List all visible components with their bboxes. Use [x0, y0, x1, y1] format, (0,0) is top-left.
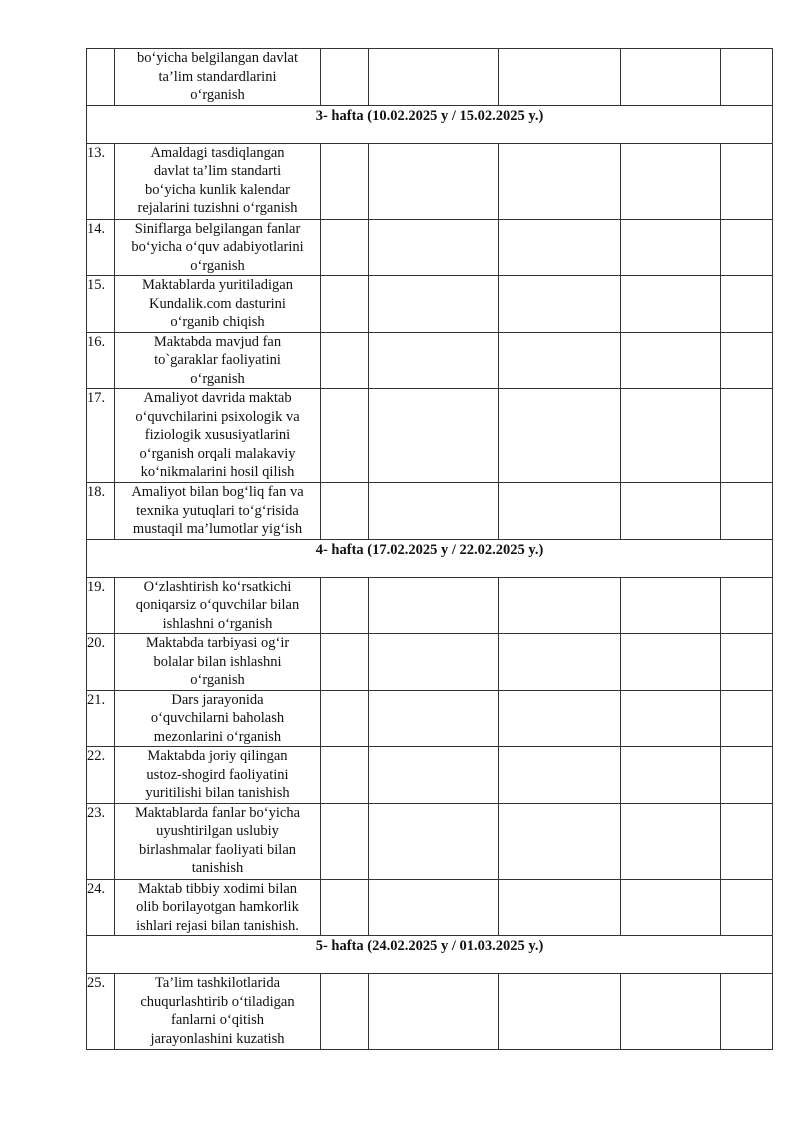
task-line: o‘rganish orqali malakaviy	[139, 445, 296, 462]
blank-cell	[321, 219, 369, 276]
blank-cell	[499, 690, 621, 747]
task-row	[87, 803, 773, 879]
blank-cell	[369, 690, 499, 747]
task-cell	[115, 879, 321, 936]
table-body	[87, 49, 773, 1050]
blank-cell	[321, 747, 369, 804]
blank-cell	[321, 690, 369, 747]
blank-cell	[369, 483, 499, 540]
row-number: 23.	[87, 803, 115, 879]
blank-cell	[499, 332, 621, 389]
task-line: Maktabda mavjud fan	[153, 333, 282, 350]
row-number: 14.	[87, 219, 115, 276]
task-line: Maktabda tarbiyasi og‘ir	[145, 635, 290, 651]
task-line: bo‘yicha kunlik kalendar	[145, 181, 290, 198]
task-cell	[115, 483, 321, 540]
blank-cell	[369, 803, 499, 879]
blank-cell	[369, 389, 499, 483]
row-number: 19.	[87, 577, 115, 634]
row-number: 20.	[87, 634, 115, 691]
blank-cell	[721, 879, 773, 936]
blank-cell	[721, 143, 773, 219]
blank-cell	[621, 219, 721, 276]
row-number: 15.	[87, 276, 115, 333]
week-label: 3- hafta (10.02.2025 y / 15.02.2025 y.)	[87, 105, 773, 143]
task-row	[87, 143, 773, 219]
task-row	[87, 577, 773, 634]
task-cell	[115, 49, 321, 106]
blank-cell	[321, 803, 369, 879]
week-label: 4- hafta (17.02.2025 y / 22.02.2025 y.)	[87, 539, 773, 577]
blank-cell	[369, 974, 499, 1050]
task-line: o‘rganish	[190, 370, 245, 387]
blank-cell	[721, 49, 773, 106]
blank-cell	[369, 332, 499, 389]
task-line: Amaliyot bilan bog‘liq fan va	[131, 484, 304, 500]
blank-cell	[621, 49, 721, 106]
task-line: o‘rganish	[190, 257, 245, 274]
task-line: Ta’lim tashkilotlarida	[154, 975, 281, 991]
task-line: ishlashni o‘rganish	[162, 615, 273, 632]
week-header-row	[87, 539, 773, 577]
blank-cell	[369, 219, 499, 276]
task-row	[87, 634, 773, 691]
task-line: Maktab tibbiy xodimi bilan	[137, 880, 298, 897]
task-cell	[115, 143, 321, 219]
blank-cell	[321, 143, 369, 219]
task-cell	[115, 389, 321, 483]
blank-cell	[499, 143, 621, 219]
task-line: ishlari rejasi bilan tanishish.	[136, 917, 299, 934]
task-row	[87, 483, 773, 540]
task-row	[87, 219, 773, 276]
blank-cell	[721, 974, 773, 1050]
blank-cell	[369, 879, 499, 936]
practice-plan-table	[86, 48, 773, 1050]
task-cell	[115, 747, 321, 804]
blank-cell	[369, 276, 499, 333]
blank-cell	[721, 483, 773, 540]
task-row	[87, 332, 773, 389]
task-cell	[115, 332, 321, 389]
task-line: Siniflarga belgilangan fanlar	[134, 220, 301, 237]
task-line: fanlarni o‘qitish	[170, 1012, 265, 1028]
task-line: mustaqil ma’lumotlar yig‘ish	[132, 521, 303, 537]
blank-cell	[321, 634, 369, 691]
blank-cell	[621, 690, 721, 747]
task-line: ustoz-shogird faoliyatini	[146, 766, 289, 783]
task-line: mezonlarini o‘rganish	[153, 728, 282, 745]
task-line: uyushtirilgan uslubiy	[156, 823, 279, 839]
blank-cell	[621, 747, 721, 804]
task-line: Maktablarda fanlar bo‘yicha	[134, 804, 301, 821]
task-row	[87, 747, 773, 804]
task-row	[87, 276, 773, 333]
task-line: bo‘yicha o‘quv adabiyotlarini	[131, 239, 304, 255]
blank-cell	[621, 974, 721, 1050]
blank-cell	[369, 577, 499, 634]
row-number: 24.	[87, 879, 115, 936]
task-line: o‘rganib chiqish	[170, 314, 265, 330]
task-line: jarayonlashini kuzatish	[150, 1030, 285, 1047]
blank-cell	[369, 49, 499, 106]
task-line: Maktablarda yuritiladigan	[142, 277, 293, 293]
task-line: O‘zlashtirish ko‘rsatkichi	[143, 578, 292, 595]
task-cell	[115, 276, 321, 333]
blank-cell	[321, 49, 369, 106]
blank-cell	[499, 49, 621, 106]
task-row	[87, 389, 773, 483]
task-line: birlashmalar faoliyati bilan	[138, 841, 297, 858]
blank-cell	[621, 577, 721, 634]
task-cell	[115, 690, 321, 747]
task-line: Maktabda joriy qilingan	[147, 748, 288, 764]
task-line: bolalar bilan ishlashni	[153, 653, 282, 670]
task-line: o‘rganish	[190, 87, 245, 103]
blank-cell	[721, 747, 773, 804]
task-cell	[115, 634, 321, 691]
task-row	[87, 690, 773, 747]
row-number: 21.	[87, 690, 115, 747]
blank-cell	[721, 634, 773, 691]
task-line: Amaldagi tasdiqlangan	[150, 144, 285, 161]
blank-cell	[369, 747, 499, 804]
week-header-row	[87, 105, 773, 143]
blank-cell	[321, 276, 369, 333]
blank-cell	[321, 483, 369, 540]
task-line: bo‘yicha belgilangan davlat	[136, 50, 299, 66]
week-header-row	[87, 936, 773, 974]
task-line: o‘quvchilarini psixologik va	[135, 408, 300, 425]
blank-cell	[721, 803, 773, 879]
blank-cell	[721, 219, 773, 276]
blank-cell	[621, 143, 721, 219]
task-line: davlat ta’lim standarti	[153, 163, 282, 179]
row-number: 18.	[87, 483, 115, 540]
row-number: 25.	[87, 974, 115, 1050]
blank-cell	[621, 332, 721, 389]
blank-cell	[721, 276, 773, 333]
blank-cell	[499, 483, 621, 540]
task-line: to`garaklar faoliyatini	[154, 352, 281, 368]
task-line: yuritilishi bilan tanishish	[145, 785, 290, 801]
row-number: 17.	[87, 389, 115, 483]
task-line: qoniqarsiz o‘quvchilar bilan	[135, 597, 300, 613]
task-row	[87, 974, 773, 1050]
task-line: ko‘nikmalarini hosil qilish	[140, 464, 295, 480]
row-number: 13.	[87, 143, 115, 219]
blank-cell	[499, 879, 621, 936]
blank-cell	[721, 332, 773, 389]
blank-cell	[499, 389, 621, 483]
blank-cell	[721, 690, 773, 747]
task-line: olib borilayotgan hamkorlik	[136, 899, 299, 915]
row-number-cell	[87, 49, 115, 106]
blank-cell	[499, 803, 621, 879]
continuation-row	[87, 49, 773, 106]
blank-cell	[721, 577, 773, 634]
week-label: 5- hafta (24.02.2025 y / 01.03.2025 y.)	[87, 936, 773, 974]
blank-cell	[721, 389, 773, 483]
row-number: 16.	[87, 332, 115, 389]
blank-cell	[321, 389, 369, 483]
blank-cell	[621, 803, 721, 879]
task-line: Dars jarayonida	[171, 691, 264, 708]
row-number: 22.	[87, 747, 115, 804]
blank-cell	[499, 634, 621, 691]
blank-cell	[499, 276, 621, 333]
blank-cell	[369, 634, 499, 691]
task-line: fiziologik xususiyatlarini	[144, 427, 291, 443]
blank-cell	[321, 879, 369, 936]
blank-cell	[621, 483, 721, 540]
task-line: Kundalik.com dasturini	[149, 295, 286, 312]
task-line: texnika yutuqlari to‘g‘risida	[136, 502, 299, 519]
task-line: o‘quvchilarni baholash	[150, 710, 285, 726]
blank-cell	[321, 332, 369, 389]
blank-cell	[499, 219, 621, 276]
blank-cell	[621, 276, 721, 333]
task-line: tanishish	[191, 860, 244, 876]
blank-cell	[499, 974, 621, 1050]
blank-cell	[499, 747, 621, 804]
blank-cell	[621, 879, 721, 936]
task-row	[87, 879, 773, 936]
task-line: Amaliyot davrida maktab	[143, 390, 292, 406]
task-cell	[115, 219, 321, 276]
blank-cell	[499, 577, 621, 634]
blank-cell	[321, 577, 369, 634]
task-cell	[115, 577, 321, 634]
blank-cell	[621, 634, 721, 691]
task-line: o‘rganish	[190, 672, 245, 688]
task-cell	[115, 803, 321, 879]
task-line: rejalarini tuzishni o‘rganish	[137, 200, 298, 216]
blank-cell	[369, 143, 499, 219]
blank-cell	[321, 974, 369, 1050]
task-line: ta’lim standardlarini	[158, 68, 277, 85]
blank-cell	[621, 389, 721, 483]
task-cell	[115, 974, 321, 1050]
task-line: chuqurlashtirib o‘tiladigan	[140, 993, 295, 1010]
